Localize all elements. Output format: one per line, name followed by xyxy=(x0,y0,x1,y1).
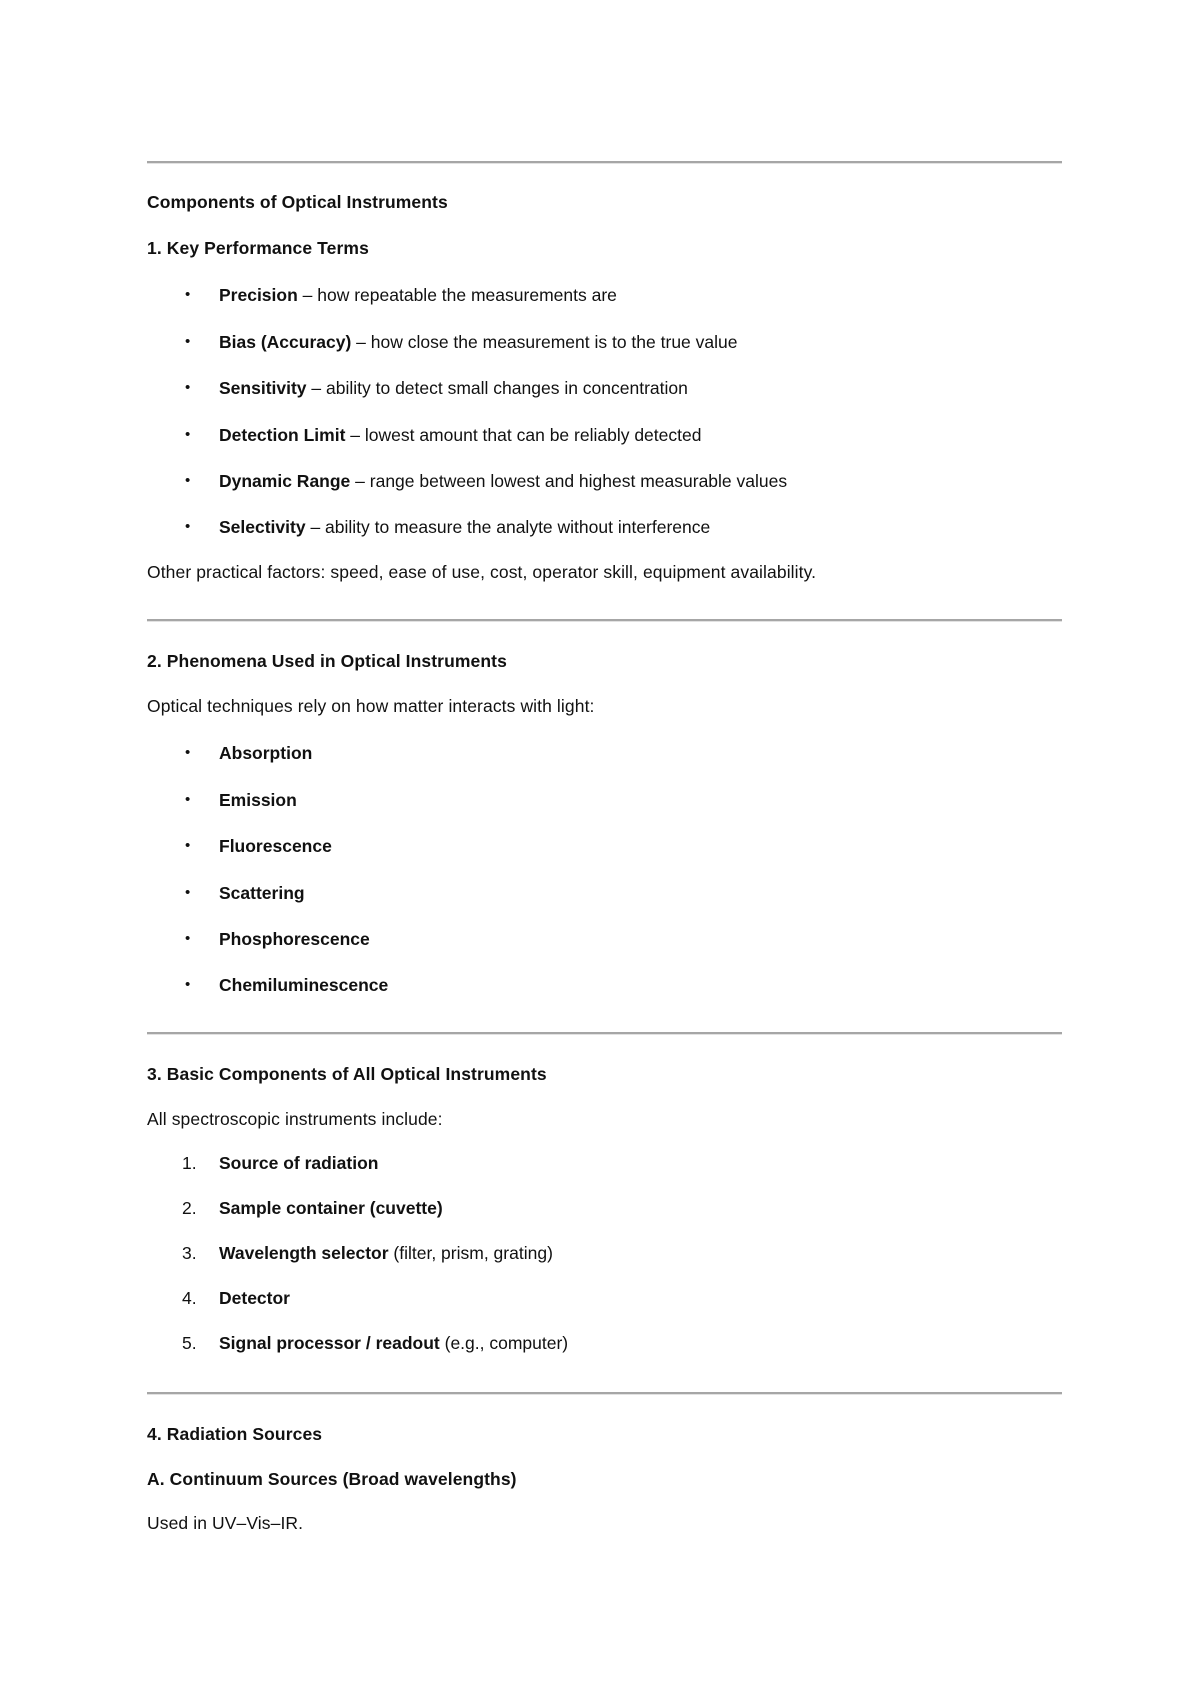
section-heading-phenomena: 2. Phenomena Used in Optical Instruments xyxy=(147,651,507,671)
term: Sensitivity xyxy=(219,378,307,398)
description: – how repeatable the measurements are xyxy=(297,285,617,305)
term: Wavelength selector xyxy=(219,1243,389,1263)
term: Selectivity xyxy=(219,517,306,537)
description: – lowest amount that can be reliably detected xyxy=(345,425,702,445)
term: Scattering xyxy=(219,883,305,903)
term: Source of radiation xyxy=(219,1153,379,1173)
horizontal-rule xyxy=(147,1392,1062,1395)
bullet-icon: • xyxy=(185,286,191,303)
term: Signal processor / readout xyxy=(219,1333,440,1353)
bullet-icon: • xyxy=(185,976,191,993)
horizontal-rule xyxy=(147,619,1062,622)
section-heading-key-performance-terms: 1. Key Performance Terms xyxy=(147,238,369,258)
bullet-icon: • xyxy=(185,884,191,901)
description: – how close the measurement is to the true value xyxy=(351,332,738,352)
bullet-icon: • xyxy=(185,744,191,761)
description: (e.g., computer) xyxy=(439,1333,569,1353)
bullet-icon: • xyxy=(185,426,191,443)
term: Sample container (cuvette) xyxy=(219,1198,443,1218)
bullet-icon: • xyxy=(185,930,191,947)
section-intro: All spectroscopic instruments include: xyxy=(147,1109,443,1129)
horizontal-rule xyxy=(147,161,1062,164)
practical-factors-note: Other practical factors: speed, ease of use, cost, operator skill, equipment availability. xyxy=(147,562,817,582)
term: Bias (Accuracy) xyxy=(219,332,352,352)
section-intro: Optical techniques rely on how matter interacts with light: xyxy=(147,696,595,716)
term: Detection Limit xyxy=(219,425,346,445)
item-number: 3. xyxy=(182,1243,197,1263)
bullet-icon: • xyxy=(185,333,191,350)
bullet-icon: • xyxy=(185,791,191,808)
description: (filter, prism, grating) xyxy=(388,1243,553,1263)
term: Precision xyxy=(219,285,298,305)
item-number: 4. xyxy=(182,1288,197,1308)
term: Phosphorescence xyxy=(219,929,370,949)
bullet-icon: • xyxy=(185,837,191,854)
term: Fluorescence xyxy=(219,836,332,856)
section-heading-radiation-sources: 4. Radiation Sources xyxy=(147,1424,323,1444)
item-number: 5. xyxy=(182,1333,197,1353)
section-heading-basic-components: 3. Basic Components of All Optical Instruments xyxy=(147,1064,547,1084)
term: Chemiluminescence xyxy=(219,975,389,995)
description: – ability to measure the analyte without interference xyxy=(305,517,711,537)
bullet-icon: • xyxy=(185,472,191,489)
document-title: Components of Optical Instruments xyxy=(147,192,448,212)
item-number: 1. xyxy=(182,1153,197,1173)
description: – ability to detect small changes in concentration xyxy=(306,378,688,398)
term: Absorption xyxy=(219,743,313,763)
term: Emission xyxy=(219,790,297,810)
subheading-continuum-sources: A. Continuum Sources (Broad wavelengths) xyxy=(147,1469,517,1489)
section-text: Used in UV–Vis–IR. xyxy=(147,1513,304,1533)
bullet-icon: • xyxy=(185,379,191,396)
term: Dynamic Range xyxy=(219,471,351,491)
bullet-icon: • xyxy=(185,518,191,535)
horizontal-rule xyxy=(147,1032,1062,1035)
term: Detector xyxy=(219,1288,290,1308)
description: – range between lowest and highest measurable values xyxy=(350,471,788,491)
item-number: 2. xyxy=(182,1198,197,1218)
